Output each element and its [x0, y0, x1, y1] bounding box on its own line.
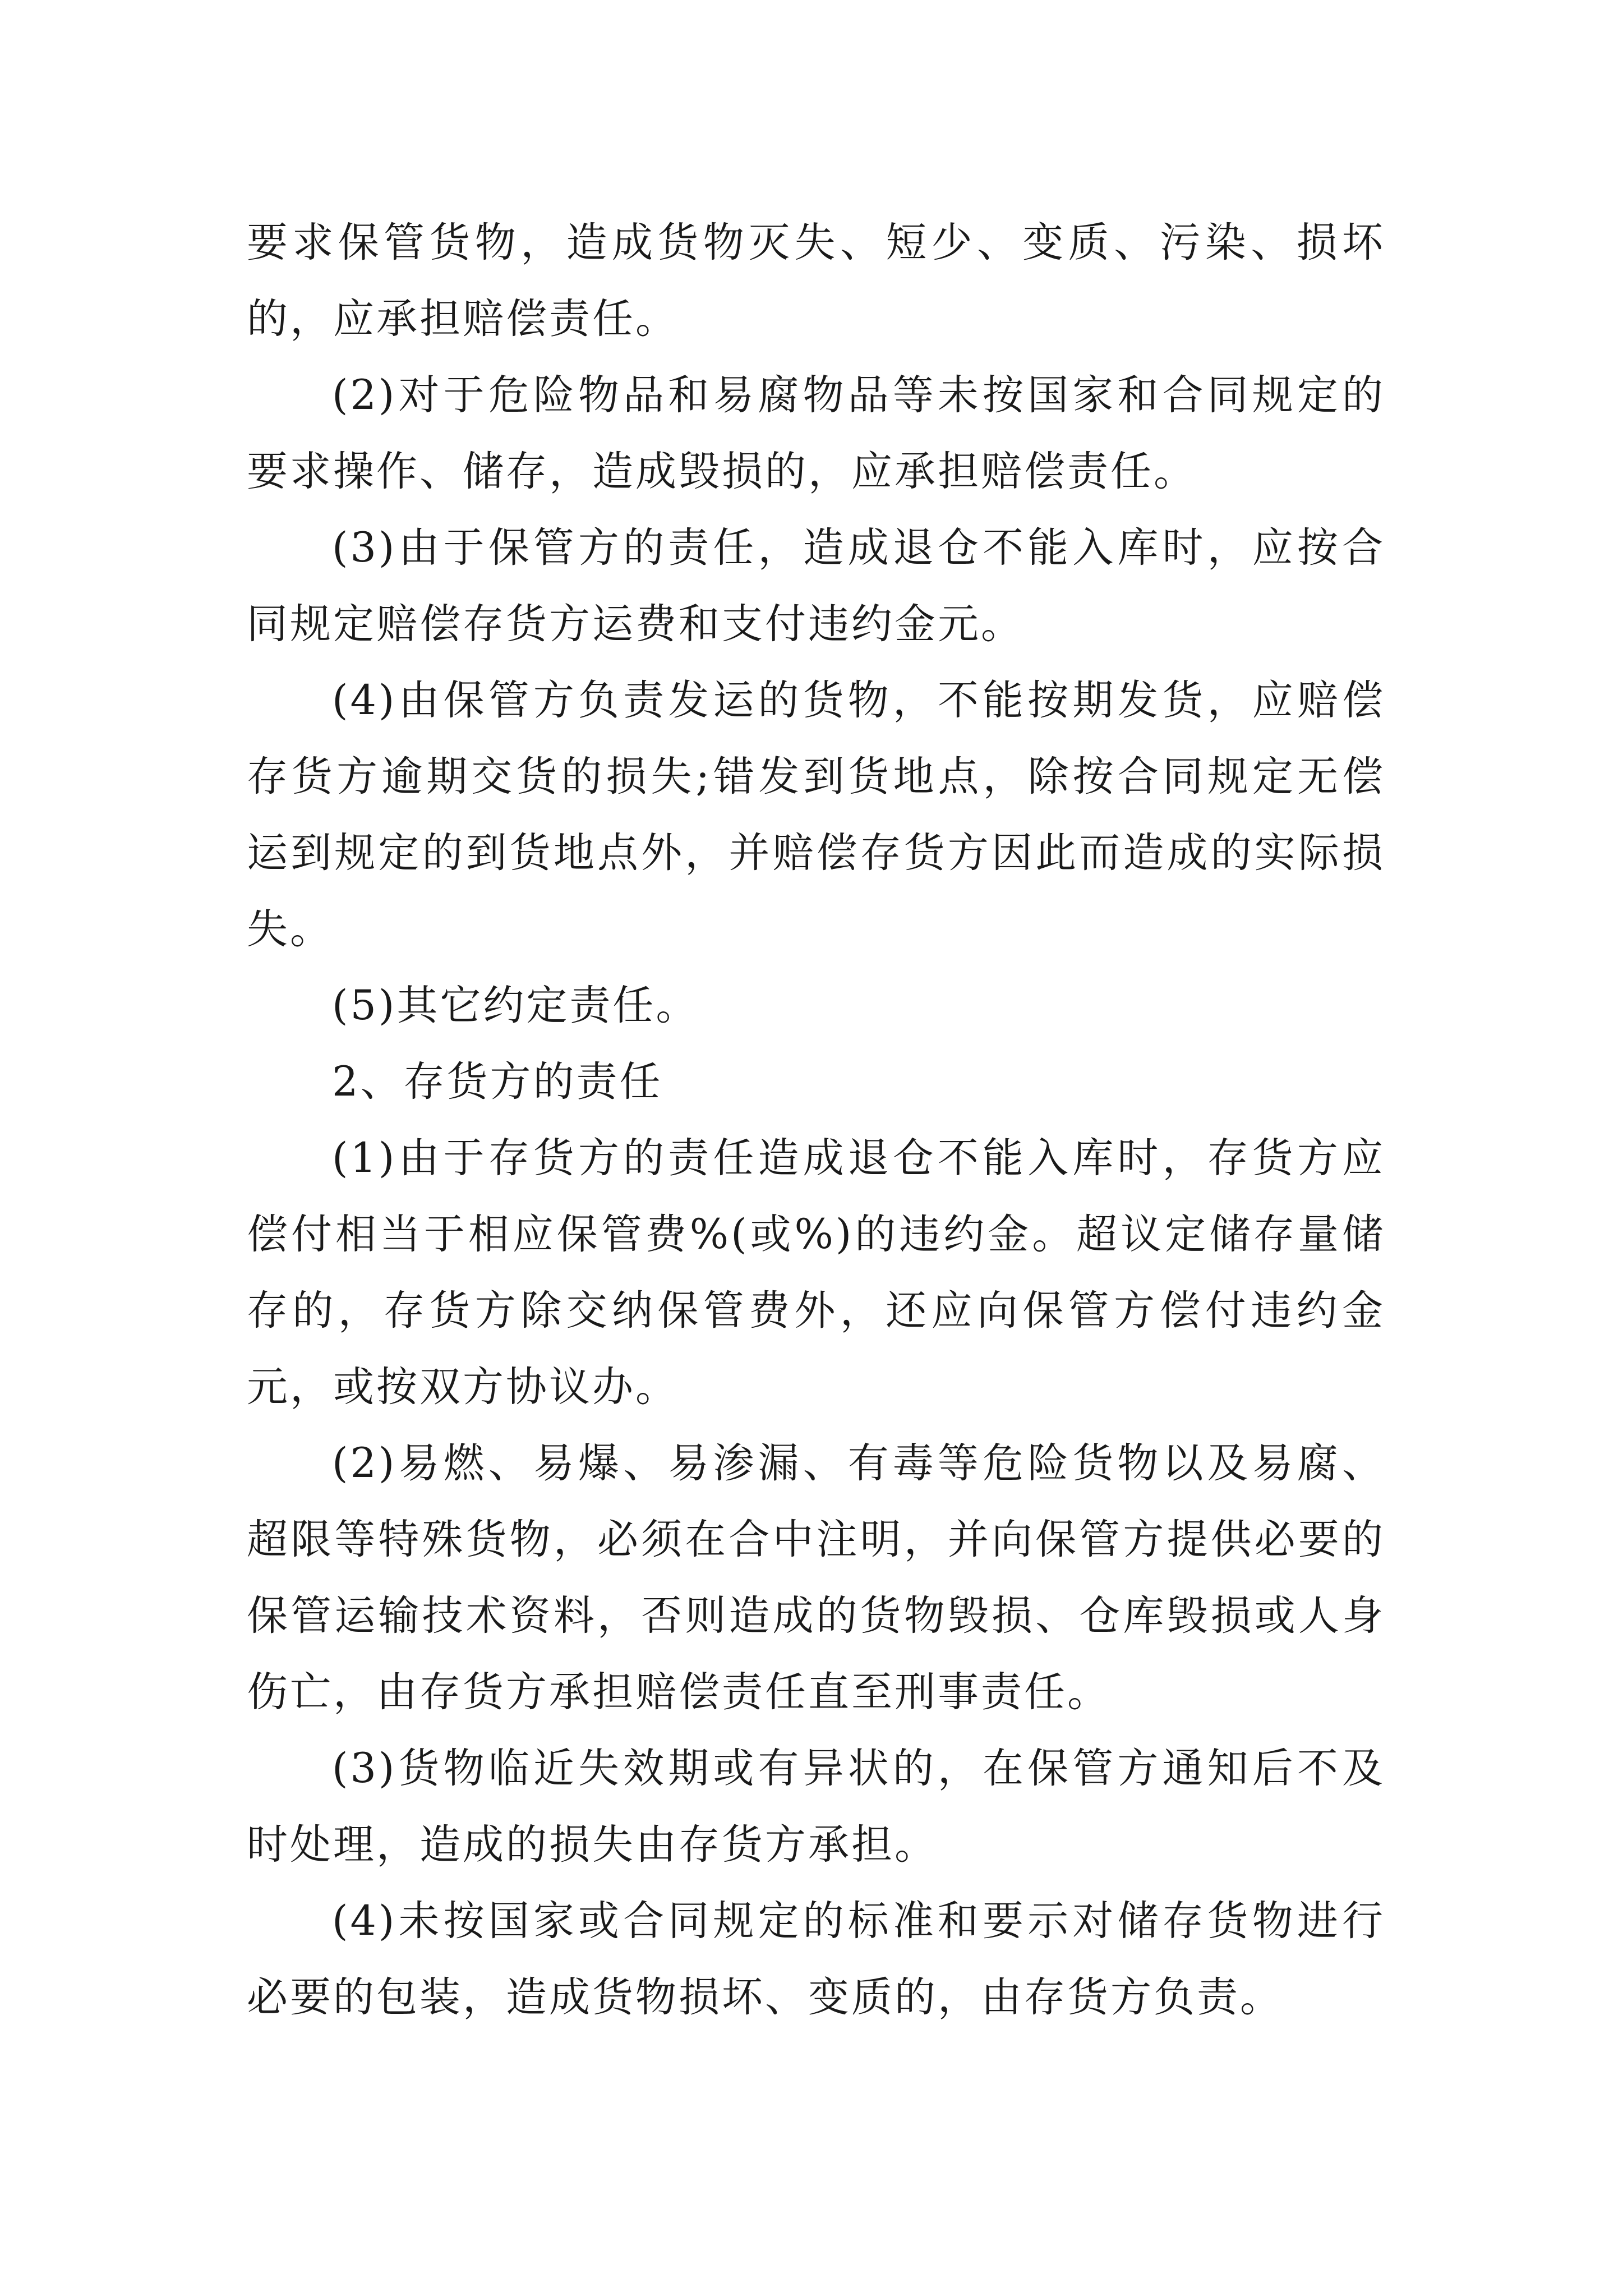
paragraph-depositor-liability-1: (1)由于存货方的责任造成退仓不能入库时，存货方应偿付相当于相应保管费%(或%)的违约金。超议定储存量储存的，存货方除交纳保管费外，还应向保管方偿付违约金元，或按双方协议办。: [247, 1134, 1385, 1411]
paragraph-depositor-liability-4: (4)未按国家或合同规定的标准和要示对储存货物进行必要的包装，造成货物损坏、变质的，由存货方负责。: [247, 1897, 1385, 2021]
paragraph-keeper-liability-3: (3)由于保管方的责任，造成退仓不能入库时，应按合同规定赔偿存货方运费和支付违约金元。: [247, 524, 1385, 648]
paragraph-keeper-liability-2: (2)对于危险物品和易腐物品等未按国家和合同规定的要求操作、储存，造成毁损的，应承担赔偿责任。: [247, 371, 1385, 495]
paragraph-continuation: 要求保管货物，造成货物灭失、短少、变质、污染、损坏的，应承担赔偿责任。: [247, 219, 1385, 343]
paragraph-depositor-liability-3: (3)货物临近失效期或有异状的，在保管方通知后不及时处理，造成的损失由存货方承担。: [247, 1745, 1385, 1869]
paragraph-keeper-liability-4: (4)由保管方负责发运的货物，不能按期发货，应赔偿存货方逾期交货的损失;错发到货地点，除按合同规定无偿运到规定的到货地点外，并赔偿存货方因此而造成的实际损失。: [247, 677, 1385, 953]
section-heading-depositor-liability: 2、存货方的责任: [332, 1058, 663, 1106]
document-body: [247, 205, 1385, 2036]
paragraph-depositor-liability-2: (2)易燃、易爆、易渗漏、有毒等危险货物以及易腐、超限等特殊货物，必须在合中注明，并向保管方提供必要的保管运输技术资料，否则造成的货物毁损、仓库毁损或人身伤亡，由存货方承担赔偿责任直至刑事责任。: [247, 1439, 1385, 1716]
paragraph-keeper-liability-5: (5)其它约定责任。: [332, 982, 699, 1029]
